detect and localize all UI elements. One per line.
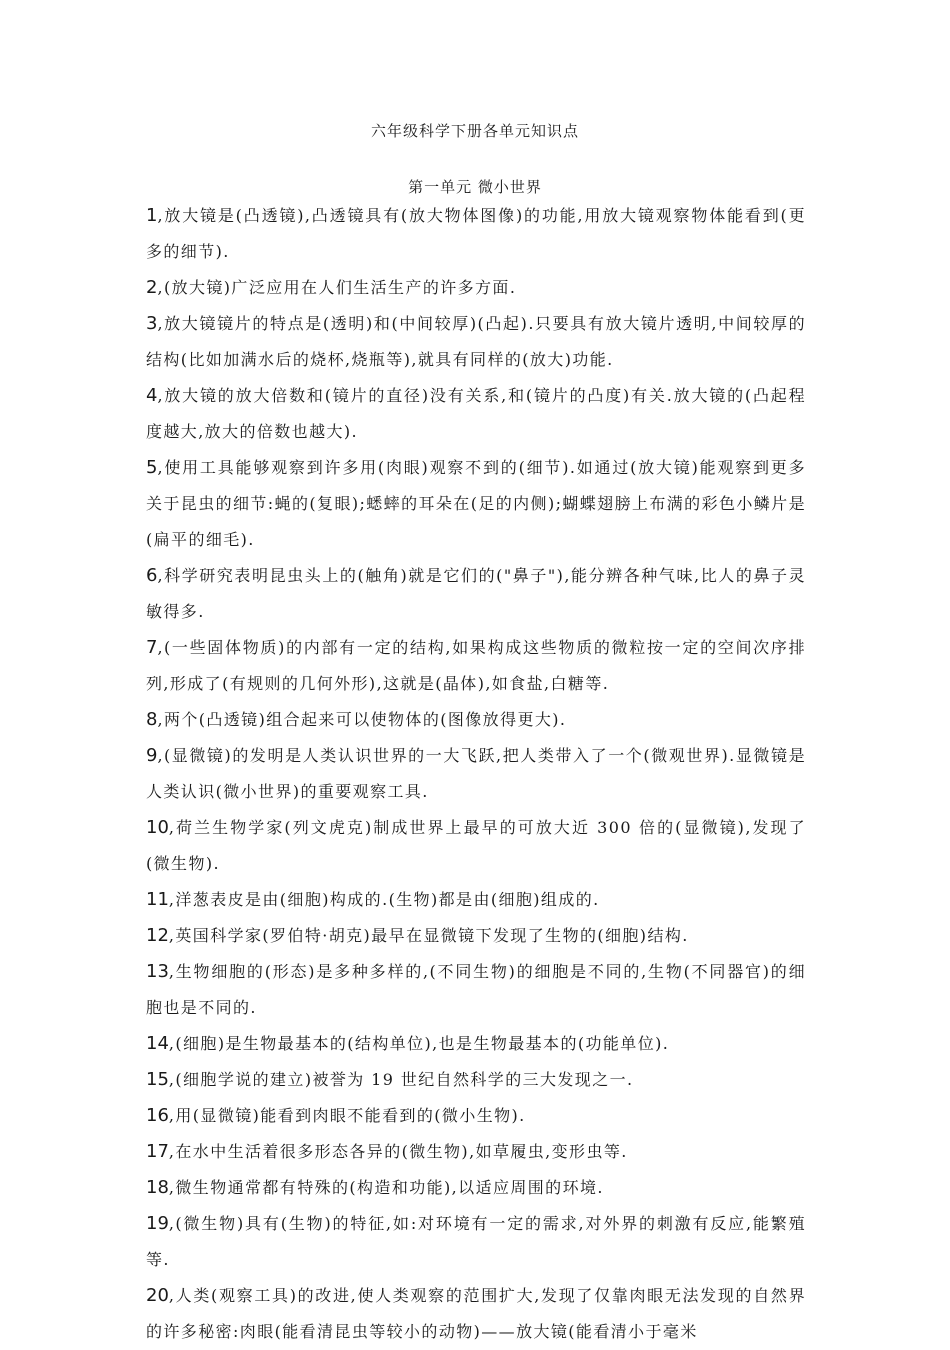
item-number: 15 <box>146 1069 169 1090</box>
item-text: ,放大镜的放大倍数和(镜片的直径)没有关系,和(镜片的凸度)有关.放大镜的(凸起程度越大,放大的倍数也越大). <box>146 386 806 441</box>
list-item <box>146 1134 806 1170</box>
list-item <box>146 630 806 702</box>
item-number: 12 <box>146 925 169 946</box>
list-item <box>146 198 806 270</box>
list-item <box>146 810 806 882</box>
item-text: ,用(显微镜)能看到肉眼不能看到的(微小生物). <box>168 1106 526 1125</box>
item-text: ,荷兰生物学家(列文虎克)制成世界上最早的可放大近 300 倍的(显微镜),发现了(微生物). <box>146 818 806 873</box>
item-text: ,微生物通常都有特殊的(构造和功能),以适应周围的环境. <box>168 1178 604 1197</box>
list-item <box>146 738 806 810</box>
item-text: ,人类(观察工具)的改进,使人类观察的范围扩大,发现了仅靠肉眼无法发现的自然界的许多秘密:肉眼(能看清昆虫等较小的动物)——放大镜(能看清小于毫米 <box>146 1286 806 1341</box>
item-number: 17 <box>146 1141 169 1162</box>
list-item <box>146 378 806 450</box>
item-number: 7 <box>146 637 158 658</box>
item-text: ,放大镜镜片的特点是(透明)和(中间较厚)(凸起).只要具有放大镜片透明,中间较厚的结构(比如加满水后的烧杯,烧瓶等),就具有同样的(放大)功能. <box>146 314 806 369</box>
list-item <box>146 1206 806 1278</box>
item-text: ,(细胞)是生物最基本的(结构单位),也是生物最基本的(功能单位). <box>168 1034 670 1053</box>
item-number: 13 <box>146 961 169 982</box>
item-number: 4 <box>146 385 158 406</box>
item-text: ,使用工具能够观察到许多用(肉眼)观察不到的(细节).如通过(放大镜)能观察到更多关于昆虫的细节:蝇的(复眼);蟋蟀的耳朵在(足的内侧);蝴蝶翅膀上布满的彩色小鳞片是(扁平的细毛). <box>146 458 806 549</box>
item-text: ,洋葱表皮是由(细胞)构成的.(生物)都是由(细胞)组成的. <box>168 890 600 909</box>
item-number: 9 <box>146 745 158 766</box>
item-text: ,放大镜是(凸透镜),凸透镜具有(放大物体图像)的功能,用放大镜观察物体能看到(更多的细节). <box>146 206 806 261</box>
item-text: ,(一些固体物质)的内部有一定的结构,如果构成这些物质的微粒按一定的空间次序排列,形成了(有规则的几何外形),这就是(晶体),如食盐,白糖等. <box>146 638 806 693</box>
list-item <box>146 918 806 954</box>
item-text: ,科学研究表明昆虫头上的(触角)就是它们的("鼻子"),能分辨各种气味,比人的鼻子灵敏得多. <box>146 566 806 621</box>
item-text: ,英国科学家(罗伯特·胡克)最早在显微镜下发现了生物的(细胞)结构. <box>168 926 689 945</box>
list-item <box>146 1098 806 1134</box>
list-item <box>146 882 806 918</box>
list-item <box>146 954 806 1026</box>
item-number: 11 <box>146 889 169 910</box>
item-number: 19 <box>146 1213 169 1234</box>
item-text: ,(显微镜)的发明是人类认识世界的一大飞跃,把人类带入了一个(微观世界).显微镜是人类认识(微小世界)的重要观察工具. <box>146 746 806 801</box>
item-text: ,在水中生活着很多形态各异的(微生物),如草履虫,变形虫等. <box>168 1142 628 1161</box>
item-text: ,生物细胞的(形态)是多种多样的,(不同生物)的细胞是不同的,生物(不同器官)的细胞也是不同的. <box>146 962 806 1017</box>
item-text: ,(放大镜)广泛应用在人们生活生产的许多方面. <box>157 278 517 297</box>
item-number: 6 <box>146 565 158 586</box>
list-item <box>146 558 806 630</box>
item-text: ,(微生物)具有(生物)的特征,如:对环境有一定的需求,对外界的刺激有反应,能繁殖等. <box>146 1214 806 1269</box>
knowledge-point-list <box>146 198 806 1350</box>
item-number: 2 <box>146 277 158 298</box>
document-title: 六年级科学下册各单元知识点 <box>370 122 579 140</box>
item-number: 20 <box>146 1285 169 1306</box>
list-item <box>146 1170 806 1206</box>
item-number: 10 <box>146 817 169 838</box>
list-item <box>146 1062 806 1098</box>
item-number: 1 <box>146 205 158 226</box>
item-text: ,(细胞学说的建立)被誉为 19 世纪自然科学的三大发现之一. <box>168 1070 634 1089</box>
list-item <box>146 1278 806 1350</box>
list-item <box>146 270 806 306</box>
list-item <box>146 1026 806 1062</box>
item-number: 5 <box>146 457 158 478</box>
item-text: ,两个(凸透镜)组合起来可以使物体的(图像放得更大). <box>157 710 567 729</box>
unit-title: 第一单元 微小世界 <box>408 178 542 196</box>
item-number: 3 <box>146 313 158 334</box>
item-number: 18 <box>146 1177 169 1198</box>
list-item <box>146 450 806 558</box>
item-number: 8 <box>146 709 158 730</box>
item-number: 14 <box>146 1033 169 1054</box>
item-number: 16 <box>146 1105 169 1126</box>
list-item <box>146 702 806 738</box>
list-item <box>146 306 806 378</box>
